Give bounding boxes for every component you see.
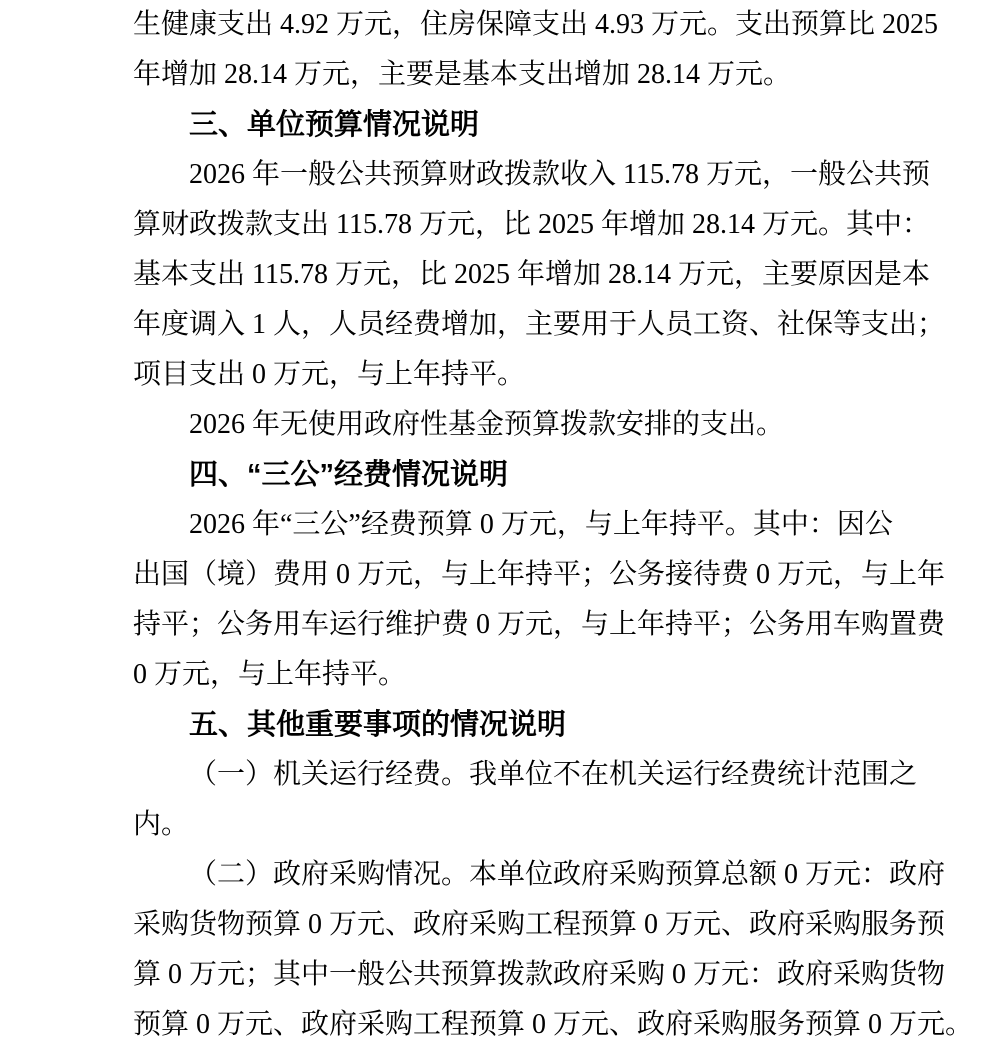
text-line: 采购货物预算 0 万元、政府采购工程预算 0 万元、政府采购服务预 <box>133 909 946 940</box>
text-line: 基本支出 115.78 万元，比 2025 年增加 28.14 万元，主要原因是本 <box>133 259 930 290</box>
text-line: 2026 年无使用政府性基金预算拨款安排的支出。 <box>189 409 785 440</box>
text-line: 算 0 万元；其中一般公共预算拨款政府采购 0 万元：政府采购货物 <box>133 959 946 990</box>
text-line: （一）机关运行经费。我单位不在机关运行经费统计范围之 <box>189 759 918 790</box>
document-content <box>133 0 974 1043</box>
text-line: 生健康支出 4.92 万元，住房保障支出 4.93 万元。支出预算比 2025 <box>133 9 939 40</box>
text-line: 内。 <box>133 809 190 840</box>
text-line: 0 万元，与上年持平。 <box>133 659 407 690</box>
section-heading: 三、单位预算情况说明 <box>189 109 480 141</box>
text-line: 年增加 28.14 万元，主要是基本支出增加 28.14 万元。 <box>133 59 792 90</box>
section-heading: 四、“三公”经费情况说明 <box>189 459 509 491</box>
section-heading: 五、其他重要事项的情况说明 <box>189 709 567 741</box>
text-line: 持平；公务用车运行维护费 0 万元，与上年持平；公务用车购置费 <box>133 609 946 640</box>
text-line: 预算 0 万元、政府采购工程预算 0 万元、政府采购服务预算 0 万元。 <box>133 1009 974 1040</box>
text-line: 年度调入 1 人，人员经费增加，主要用于人员工资、社保等支出； <box>133 309 946 340</box>
text-line: 2026 年一般公共预算财政拨款收入 115.78 万元，一般公共预 <box>189 159 930 190</box>
text-line: 算财政拨款支出 115.78 万元，比 2025 年增加 28.14 万元。其中： <box>133 209 930 240</box>
text-line: （二）政府采购情况。本单位政府采购预算总额 0 万元：政府 <box>189 859 946 890</box>
text-line: 项目支出 0 万元，与上年持平。 <box>133 359 526 390</box>
text-line: 出国（境）费用 0 万元，与上年持平；公务接待费 0 万元，与上年 <box>133 559 946 590</box>
text-line: 2026 年“三公”经费预算 0 万元，与上年持平。其中：因公 <box>189 509 893 540</box>
